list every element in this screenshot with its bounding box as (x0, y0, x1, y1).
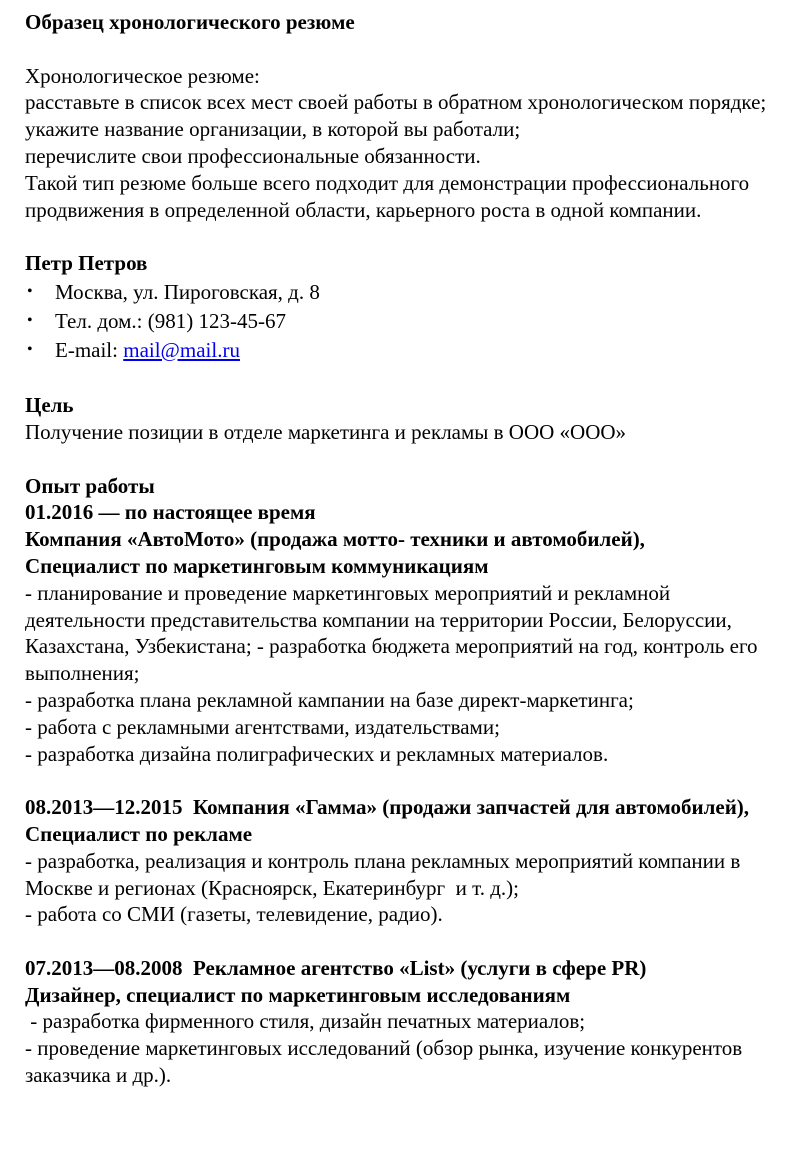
bullet-icon: • (27, 282, 33, 300)
job-header-line: Дизайнер, специалист по маркетинговым исследованиям (25, 982, 571, 1007)
job-entry (25, 955, 795, 1089)
address-text: Москва, ул. Пироговская, д. 8 (55, 279, 320, 304)
spacer (25, 365, 795, 392)
experience-section (25, 473, 795, 1089)
document-title: Образец хронологического резюме (25, 10, 355, 34)
job-header-line: Специалист по маркетинговым коммуникациям (25, 553, 489, 578)
job-duty: - разработка плана рекламной кампании на базе директ-маркетинга; (25, 687, 634, 712)
job-header-line: 08.2013—12.2015 Компания «Гамма» (продажи запчастей для автомобилей), Специалист по рекламе (25, 795, 755, 846)
intro-line: Хронологическое резюме: (25, 63, 260, 88)
contact-email (25, 337, 795, 364)
phone-text: Тел. дом.: (981) 123-45-67 (55, 308, 286, 333)
job-duty: - проведение маркетинговых исследований (обзор рынка, изучение конкурентов заказчика и др.). (25, 1036, 748, 1088)
spacer (25, 36, 795, 63)
contact-section (25, 250, 795, 363)
person-name: Петр Петров (25, 251, 148, 276)
job-header-line: 07.2013—08.2008 Рекламное агентство «List» (услуги в сфере PR) (25, 955, 647, 980)
spacer (25, 928, 795, 955)
intro-line: укажите название организации, в которой вы работали; (25, 117, 521, 142)
goal-heading: Цель (25, 393, 74, 418)
email-label: E-mail: (55, 337, 124, 362)
job-duty: - разработка фирменного стиля, дизайн печатных материалов; (25, 1009, 586, 1034)
contact-phone (25, 308, 795, 335)
spacer (25, 446, 795, 473)
resume-document (25, 9, 795, 1089)
spacer (25, 767, 795, 794)
job-duty: - разработка дизайна полиграфических и рекламных материалов. (25, 741, 609, 766)
email-link[interactable]: mail@mail.ru (123, 337, 240, 362)
contact-list (25, 279, 795, 363)
bullet-icon: • (27, 311, 33, 329)
intro-line: Такой тип резюме больше всего подходит для демонстрации профессионального продвижения в определенной области, карьерного роста в одной компании. (25, 170, 755, 222)
job-duty: - планирование и проведение маркетинговых мероприятий и рекламной деятельности представительства компании на территории России, Белоруссии, Казахстана, Узбекистана; - разработка бюджета мероприятий на год, контроль его выполнения; (25, 580, 763, 686)
spacer (25, 223, 795, 250)
job-header-line: 01.2016 — по настоящее время (25, 500, 316, 525)
job-duty: - работа с рекламными агентствами, издательствами; (25, 714, 500, 739)
job-duty: - разработка, реализация и контроль плана рекламных мероприятий компании в Москве и регионах (Красноярск, Екатеринбург и т. д.); (25, 848, 746, 900)
intro-section (25, 63, 795, 224)
intro-line: расставьте в список всех мест своей работы в обратном хронологическом порядке; (25, 90, 767, 115)
goal-text: Получение позиции в отделе маркетинга и рекламы в ООО «ООО» (25, 419, 627, 444)
job-header-line: Компания «АвтоМото» (продажа мотто- техники и автомобилей), (25, 527, 645, 552)
job-entry (25, 499, 795, 767)
goal-section (25, 392, 795, 446)
job-entry (25, 794, 795, 928)
experience-heading: Опыт работы (25, 473, 155, 498)
contact-address (25, 279, 795, 306)
bullet-icon: • (27, 340, 33, 358)
intro-line: перечислите свои профессиональные обязанности. (25, 143, 481, 168)
job-duty: - работа со СМИ (газеты, телевидение, радио). (25, 902, 443, 927)
